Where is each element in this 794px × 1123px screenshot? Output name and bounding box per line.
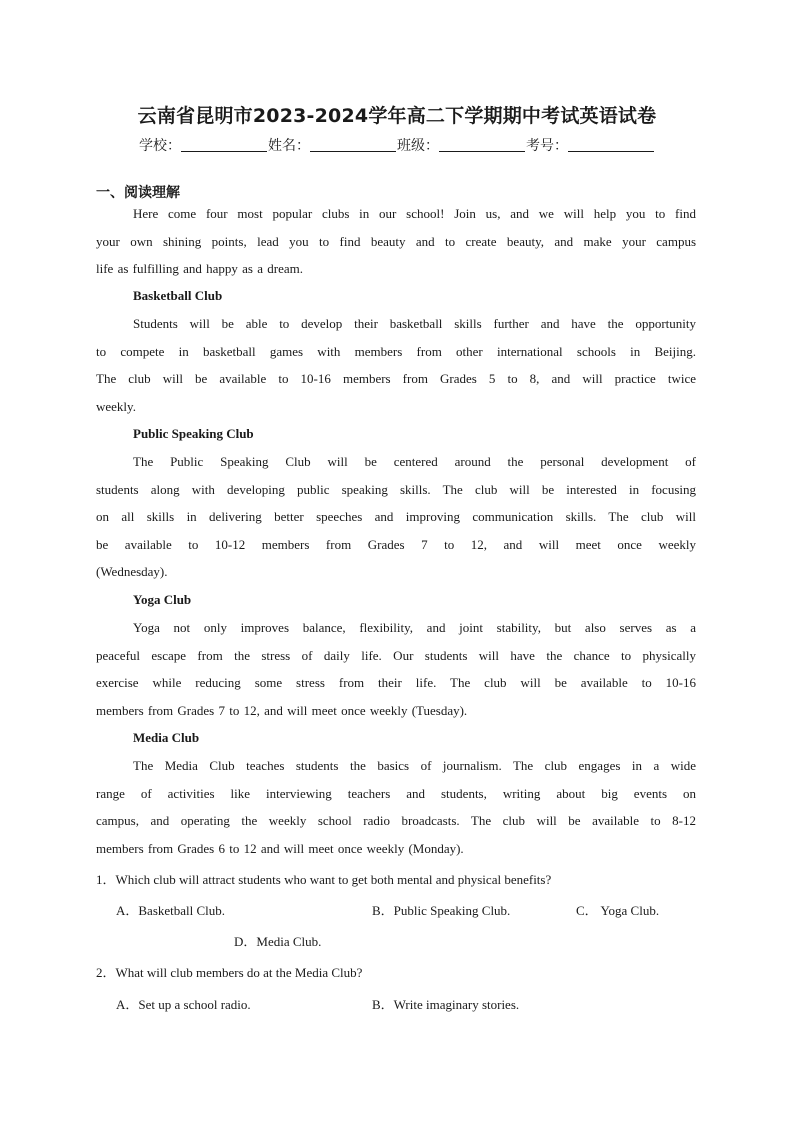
club-paragraph-basketball bbox=[96, 310, 696, 420]
school-blank[interactable] bbox=[181, 137, 267, 152]
paragraph-line: Students will be able to develop their basketball skills further and have the opportunity bbox=[133, 316, 696, 331]
paragraph-line: life as fulfilling and happy as a dream. bbox=[96, 261, 303, 277]
exam-title: 云南省昆明市2023-2024学年高二下学期期中考试英语试卷 bbox=[137, 105, 657, 127]
paragraph-line: The club will be available to 10-16 members from Grades 5 to 8, and will practice twice bbox=[96, 371, 696, 387]
paragraph-line: Yoga not only improves balance, flexibility, and joint stability, but also serves as a bbox=[133, 620, 696, 635]
paragraph-line: weekly. bbox=[96, 398, 136, 414]
club-heading-yoga: Yoga Club bbox=[133, 592, 192, 607]
paragraph-line: campus, and operating the weekly school radio broadcasts. The club will be available to 8-12 bbox=[96, 813, 696, 829]
question-2-option-b[interactable]: B．Write imaginary stories. bbox=[372, 997, 520, 1012]
class-blank[interactable] bbox=[439, 137, 525, 152]
paragraph-line: exercise while reducing some stress from their life. The club will be available to 10-16 bbox=[96, 675, 696, 691]
paragraph-line: be available to 10-12 members from Grades 7 to 12, and will meet once weekly bbox=[96, 536, 696, 552]
school-label: 学校： bbox=[139, 138, 181, 154]
section-title: 一、阅读理解 bbox=[96, 185, 180, 201]
paragraph-line: (Wednesday). bbox=[96, 564, 168, 580]
number-label: 考号： bbox=[526, 138, 568, 154]
intro-paragraph bbox=[96, 200, 696, 283]
name-label: 姓名： bbox=[268, 138, 310, 154]
class-label: 班级： bbox=[397, 138, 439, 154]
paragraph-line: students along with developing public speaking skills. The club will be interested in focusing bbox=[96, 481, 696, 497]
question-1-option-a[interactable]: A．Basketball Club. bbox=[116, 903, 226, 918]
question-2-option-a[interactable]: A．Set up a school radio. bbox=[116, 997, 251, 1012]
paragraph-line: The Media Club teaches students the basics of journalism. The club engages in a wide bbox=[133, 758, 696, 773]
club-paragraph-media bbox=[96, 752, 696, 862]
question-1-option-d[interactable]: D．Media Club. bbox=[234, 934, 322, 949]
question-1-option-c[interactable]: C． Yoga Club. bbox=[576, 903, 660, 918]
paragraph-line: your own shining points, lead you to find beauty and to create beauty, and make your campus bbox=[96, 233, 696, 249]
paragraph-line: on all skills in delivering better speeches and improving communication skills. The club will bbox=[96, 509, 696, 525]
question-1-stem: 1．Which club will attract students who want to get both mental and physical benefits? bbox=[96, 872, 552, 887]
paragraph-line: Here come four most popular clubs in our school! Join us, and we will help you to find bbox=[133, 206, 696, 221]
number-blank[interactable] bbox=[568, 137, 654, 152]
paragraph-line: to compete in basketball games with members from other international schools in Beijing. bbox=[96, 343, 696, 359]
club-paragraph-yoga bbox=[96, 614, 696, 724]
question-1-option-b[interactable]: B．Public Speaking Club. bbox=[372, 903, 511, 918]
club-heading-media: Media Club bbox=[133, 730, 200, 745]
paragraph-line: peaceful escape from the stress of daily life. Our students will have the chance to physically bbox=[96, 647, 696, 663]
student-info-line bbox=[0, 135, 794, 155]
paragraph-line: members from Grades 6 to 12 and will meet once weekly (Monday). bbox=[96, 840, 464, 856]
club-heading-public-speaking: Public Speaking Club bbox=[133, 426, 254, 441]
paragraph-line: range of activities like interviewing teachers and students, writing about big events on bbox=[96, 785, 696, 801]
paragraph-line: members from Grades 7 to 12, and will meet once weekly (Tuesday). bbox=[96, 702, 468, 718]
club-paragraph-public-speaking bbox=[96, 448, 696, 586]
club-heading-basketball: Basketball Club bbox=[133, 288, 223, 303]
name-blank[interactable] bbox=[310, 137, 396, 152]
paragraph-line: The Public Speaking Club will be centered around the personal development of bbox=[133, 454, 696, 469]
question-2-stem: 2．What will club members do at the Media Club? bbox=[96, 965, 363, 980]
